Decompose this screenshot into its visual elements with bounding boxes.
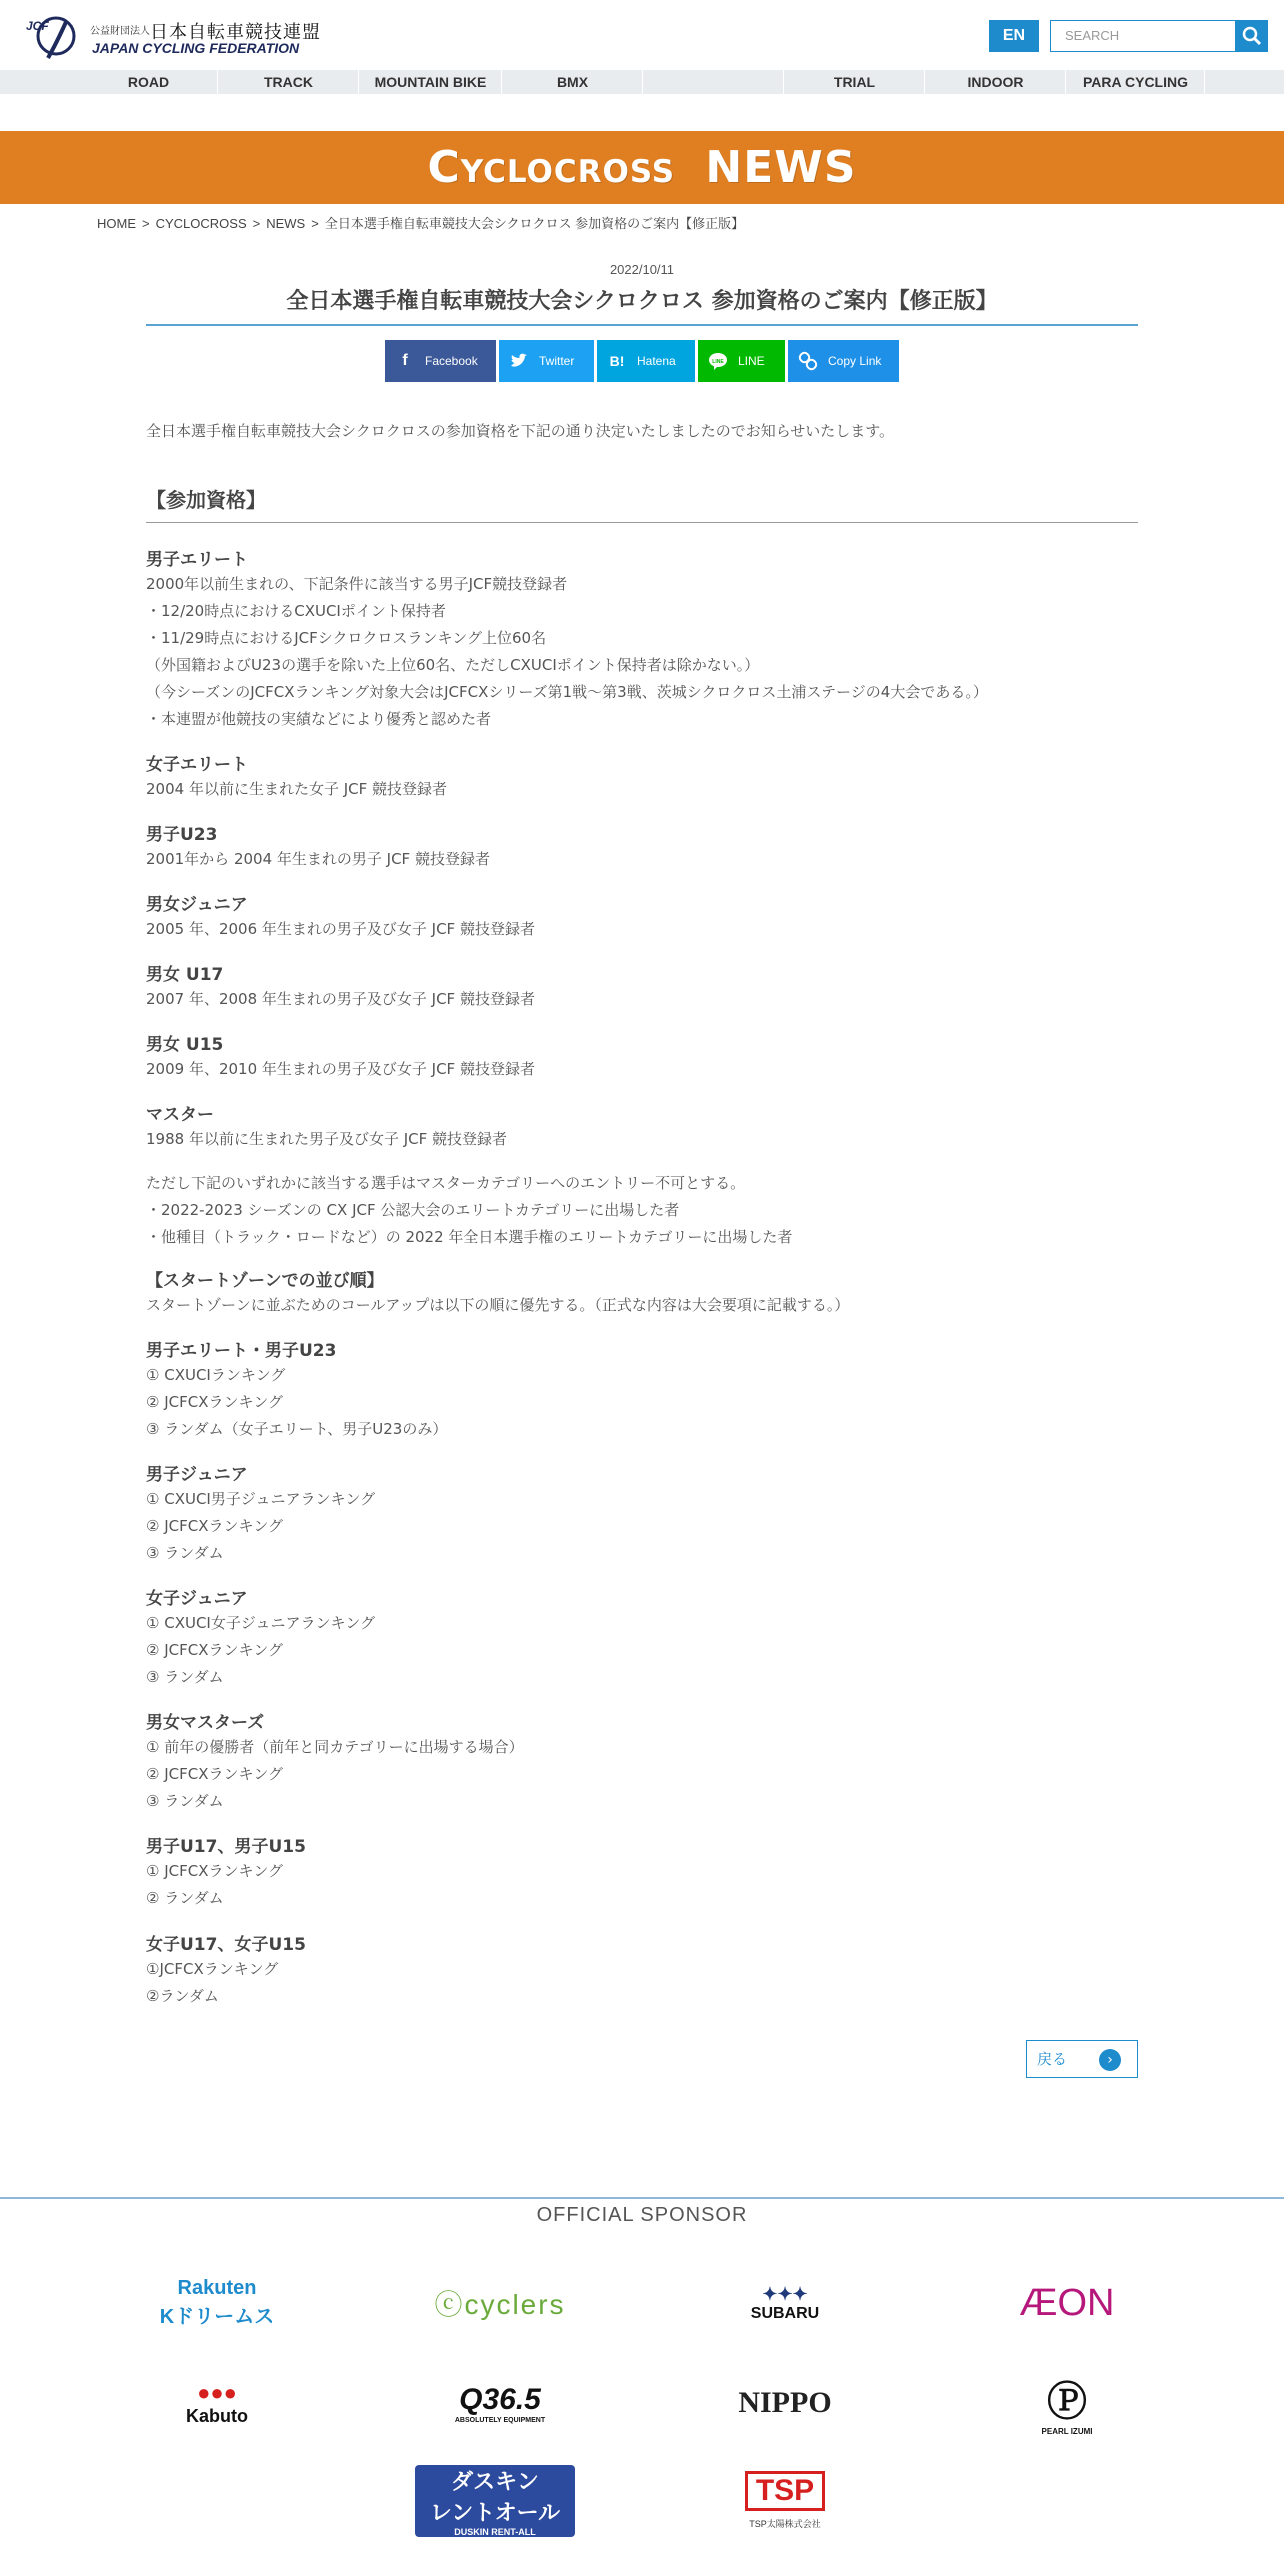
body-line: 2001年から 2004 年生まれの男子 JCF 競技登録者: [146, 850, 490, 868]
subheading: 男子ジュニア: [146, 1465, 248, 1485]
body-line: ③ ランダム: [146, 1792, 224, 1810]
body-line: スタートゾーンに並ぶためのコールアップは以下の順に優先する。（正式な内容は大会要項に記載する。）: [146, 1296, 850, 1314]
share-label: Facebook: [425, 354, 478, 368]
sponsor-logo-subtext: ABSOLUTELY EQUIPMENT: [454, 2416, 546, 2424]
sponsor-pearl-izumi-logo[interactable]: [982, 2368, 1152, 2438]
section-divider: [146, 522, 1138, 523]
share-label: Copy Link: [828, 354, 882, 368]
body-line: 1988 年以前に生まれた男子及び女子 JCF 競技登録者: [146, 1130, 508, 1148]
subheading: 男女 U15: [146, 1035, 224, 1055]
body-line: 2004 年以前に生まれた女子 JCF 競技登録者: [146, 780, 448, 798]
svg-text:LINE: LINE: [712, 359, 724, 365]
sponsor-logo-caption: DUSKIN RENT-ALL: [454, 2527, 536, 2537]
chevron-right-icon: ›: [1099, 2049, 1121, 2071]
body-line: ① JCFCXランキング: [146, 1862, 284, 1880]
subheading: マスター: [146, 1105, 214, 1125]
sponsor-logo-subtext: Kドリームス: [159, 2306, 275, 2328]
body-line: ③ ランダム: [146, 1544, 224, 1562]
site-header: [0, 0, 1284, 68]
subheading: 女子エリート: [146, 755, 248, 775]
breadcrumb-separator: >: [252, 216, 261, 231]
subheading: 【スタートゾーンでの並び順】: [146, 1271, 384, 1291]
sponsor-logo-subtext: レントオール: [429, 2500, 561, 2525]
sponsor-cyclers-logo[interactable]: [415, 2268, 585, 2338]
share-copy-link-button[interactable]: [788, 340, 899, 382]
body-line: ① 前年の優勝者（前年と同カテゴリーに出場する場合）: [146, 1738, 524, 1756]
jcf-logo-icon: [26, 14, 76, 64]
body-line: 2000年以前生まれの、下記条件に該当する男子JCF競技登録者: [146, 575, 568, 593]
sponsor-logo-mark: [1020, 2282, 1115, 2325]
nav-indoor[interactable]: INDOOR: [926, 70, 1066, 94]
body-line: （外国籍およびU23の選手を除いた上位60名、ただしCXUCIポイント保持者は除かない。）: [146, 656, 760, 674]
sponsor-logo-mark: [186, 2380, 248, 2427]
breadcrumb-separator: >: [142, 216, 150, 231]
breadcrumb-news[interactable]: NEWS: [266, 216, 306, 231]
sponsor-logo-mark: [430, 2465, 560, 2537]
sponsor-logo-text: ÆON: [1019, 2281, 1115, 2324]
body-line: ・11/29時点におけるJCFシクロクロスランキング上位60名: [146, 629, 547, 647]
subheading: 男女マスターズ: [146, 1713, 265, 1733]
body-line: ただし下記のいずれかに該当する選手はマスターカテゴリーへのエントリー不可とする。: [146, 1174, 746, 1192]
sponsor-logo-text: ダスキン: [451, 2469, 539, 2494]
english-button[interactable]: EN: [989, 20, 1039, 52]
share-label: LINE: [738, 354, 765, 368]
search-button[interactable]: [1236, 20, 1268, 52]
sponsor-tsp-logo[interactable]: [735, 2465, 835, 2535]
body-line: ② JCFCXランキング: [146, 1765, 284, 1783]
subheading: 男子エリート: [146, 550, 248, 570]
share-label: Hatena: [637, 354, 676, 368]
sponsor-logo-mark: [751, 2284, 819, 2323]
sponsor-logo-text: Q36.5: [459, 2382, 541, 2416]
sponsor-logo-mark: [738, 2386, 831, 2420]
breadcrumb-cyclocross[interactable]: CYCLOCROSS: [155, 216, 247, 231]
logo-mark-text: JCF: [26, 19, 49, 33]
article-date: 2022/10/11: [609, 262, 675, 277]
back-button-label: 戻る: [1037, 2050, 1068, 2068]
breadcrumb-separator: >: [311, 216, 319, 231]
search-icon: [1236, 20, 1268, 52]
nav-empty-1[interactable]: [644, 70, 784, 94]
section-heading: 【参加資格】: [146, 488, 266, 512]
body-line: ② JCFCXランキング: [146, 1393, 284, 1411]
nav-road[interactable]: ROAD: [80, 70, 218, 94]
sponsor-rakuten-k-logo[interactable]: [132, 2268, 302, 2338]
sponsor-duskin-rent-all-logo[interactable]: [415, 2465, 575, 2537]
sponsor-logo-text: TSP: [745, 2471, 825, 2511]
category-banner: [0, 131, 1284, 204]
sponsor-logo-mark: [434, 2283, 565, 2323]
sponsor-logo-text: Rakuten: [177, 2277, 257, 2299]
org-type-label: 公益財団法人: [90, 26, 150, 37]
sponsor-logo-subtext: Kabuto: [186, 2405, 248, 2426]
body-line: ①JCFCXランキング: [146, 1960, 279, 1978]
share-twitter-button[interactable]: [499, 340, 594, 382]
banner-title: [0, 131, 1284, 204]
nav-mountain-bike[interactable]: MOUNTAIN BIKE: [360, 70, 502, 94]
sponsor-logo-text: NIPPO: [738, 2386, 832, 2419]
sponsor-logo-subtext: PEARL IZUMI: [1041, 2427, 1093, 2436]
facebook-icon: f: [402, 352, 408, 369]
sponsor-q36-5-logo[interactable]: [415, 2368, 585, 2438]
nav-track[interactable]: TRACK: [219, 70, 359, 94]
sponsor-logo-mark: [745, 2471, 825, 2530]
twitter-icon: [509, 351, 529, 371]
body-line: （今シーズンのJCFCXランキング対象大会はJCFCXシリーズ第1戦～第3戦、茨城シクロクロス土浦ステージの4大会である。）: [146, 683, 988, 701]
body-line: ・12/20時点におけるCXUCIポイント保持者: [146, 602, 446, 620]
share-line-button[interactable]: [698, 340, 785, 382]
sponsor-nippo-logo[interactable]: [700, 2368, 870, 2438]
search-input[interactable]: SEARCH: [1050, 20, 1236, 52]
subheading: 男子U23: [146, 825, 218, 845]
body-line: ② JCFCXランキング: [146, 1641, 284, 1659]
breadcrumb-home[interactable]: HOME: [97, 216, 136, 231]
sponsor-logo-text: ●●●: [197, 2379, 237, 2405]
sponsor-subaru-logo[interactable]: [700, 2268, 870, 2338]
sponsor-aeon-logo[interactable]: [982, 2268, 1152, 2338]
subheading: 男子エリート・男子U23: [146, 1341, 337, 1361]
sponsor-logo-mark: [160, 2277, 274, 2329]
nav-bmx[interactable]: BMX: [503, 70, 643, 94]
body-line: 2007 年、2008 年生まれの男子及び女子 JCF 競技登録者: [146, 990, 535, 1008]
sponsor-kabuto-logo[interactable]: [132, 2368, 302, 2438]
nav-trial[interactable]: TRIAL: [785, 70, 925, 94]
share-facebook-button[interactable]: [385, 340, 496, 382]
share-hatena-button[interactable]: [597, 340, 695, 382]
title-divider: [146, 324, 1138, 326]
subheading: 男子U17、男子U15: [146, 1837, 306, 1857]
sponsor-logo-text: ✦✦✦: [762, 2283, 808, 2304]
org-name: 日本自転車競技連盟: [150, 22, 321, 43]
banner-word-news: NEWS: [705, 142, 857, 193]
body-line: ②ランダム: [146, 1987, 219, 2005]
banner-word-cyclocross: Cyclocross: [427, 142, 676, 193]
article-title: 全日本選手権自転車競技大会シクロクロス 参加資格のご案内【修正版】: [286, 289, 998, 314]
subheading: 男女 U17: [146, 965, 224, 985]
sponsor-logo-mark: [1042, 2370, 1093, 2436]
body-line: 2009 年、2010 年生まれの男子及び女子 JCF 競技登録者: [146, 1060, 535, 1078]
back-button[interactable]: [1026, 2040, 1138, 2078]
body-line: ② ランダム: [146, 1889, 224, 1907]
hatena-icon: B!: [609, 353, 625, 369]
sponsor-logo-mark: [455, 2383, 545, 2424]
sponsor-logo-subtext: TSP太陽株式会社: [749, 2518, 821, 2529]
sponsor-logo-text: Ⓟ: [1047, 2380, 1087, 2424]
breadcrumb: [97, 213, 744, 232]
breadcrumb-current: 全日本選手権自転車競技大会シクロクロス 参加資格のご案内【修正版】: [324, 216, 745, 231]
share-label: Twitter: [539, 354, 575, 368]
body-line: 2005 年、2006 年生まれの男子及び女子 JCF 競技登録者: [146, 920, 535, 938]
subheading: 男女ジュニア: [146, 895, 248, 915]
sponsor-logo-subtext: SUBARU: [750, 2304, 820, 2322]
body-line: ③ ランダム（女子エリート、男子U23のみ）: [146, 1420, 448, 1438]
main-nav: [0, 70, 1284, 94]
sponsor-logo-text: ⓒcyclers: [434, 2289, 566, 2320]
nav-empty-2[interactable]: [1206, 70, 1284, 94]
body-line: ・他種目（トラック・ロードなど）の 2022 年全日本選手権のエリートカテゴリーに出場した者: [146, 1228, 793, 1246]
line-icon: [708, 351, 728, 371]
body-line: ② JCFCXランキング: [146, 1517, 284, 1535]
body-line: ・2022-2023 シーズンの CX JCF 公認大会のエリートカテゴリーに出場した者: [146, 1201, 680, 1219]
body-line: ① CXUCI女子ジュニアランキング: [146, 1614, 376, 1632]
sponsor-title: OFFICIAL SPONSOR: [536, 2204, 748, 2226]
nav-para-cycling[interactable]: PARA CYCLING: [1067, 70, 1205, 94]
link-icon: [798, 351, 818, 371]
sponsor-divider: [0, 2197, 1284, 2199]
article-intro: 全日本選手権自転車競技大会シクロクロスの参加資格を下記の通り決定いたしましたのでお知らせいたします。: [146, 422, 895, 440]
body-line: ③ ランダム: [146, 1668, 224, 1686]
subheading: 女子ジュニア: [146, 1589, 248, 1609]
org-name-en: JAPAN CYCLING FEDERATION: [92, 40, 300, 56]
subheading: 女子U17、女子U15: [146, 1935, 306, 1955]
body-line: ① CXUCIランキング: [146, 1366, 286, 1384]
body-line: ・本連盟が他競技の実績などにより優秀と認めた者: [146, 710, 492, 728]
body-line: ① CXUCI男子ジュニアランキング: [146, 1490, 376, 1508]
jcf-logo[interactable]: [26, 14, 326, 64]
